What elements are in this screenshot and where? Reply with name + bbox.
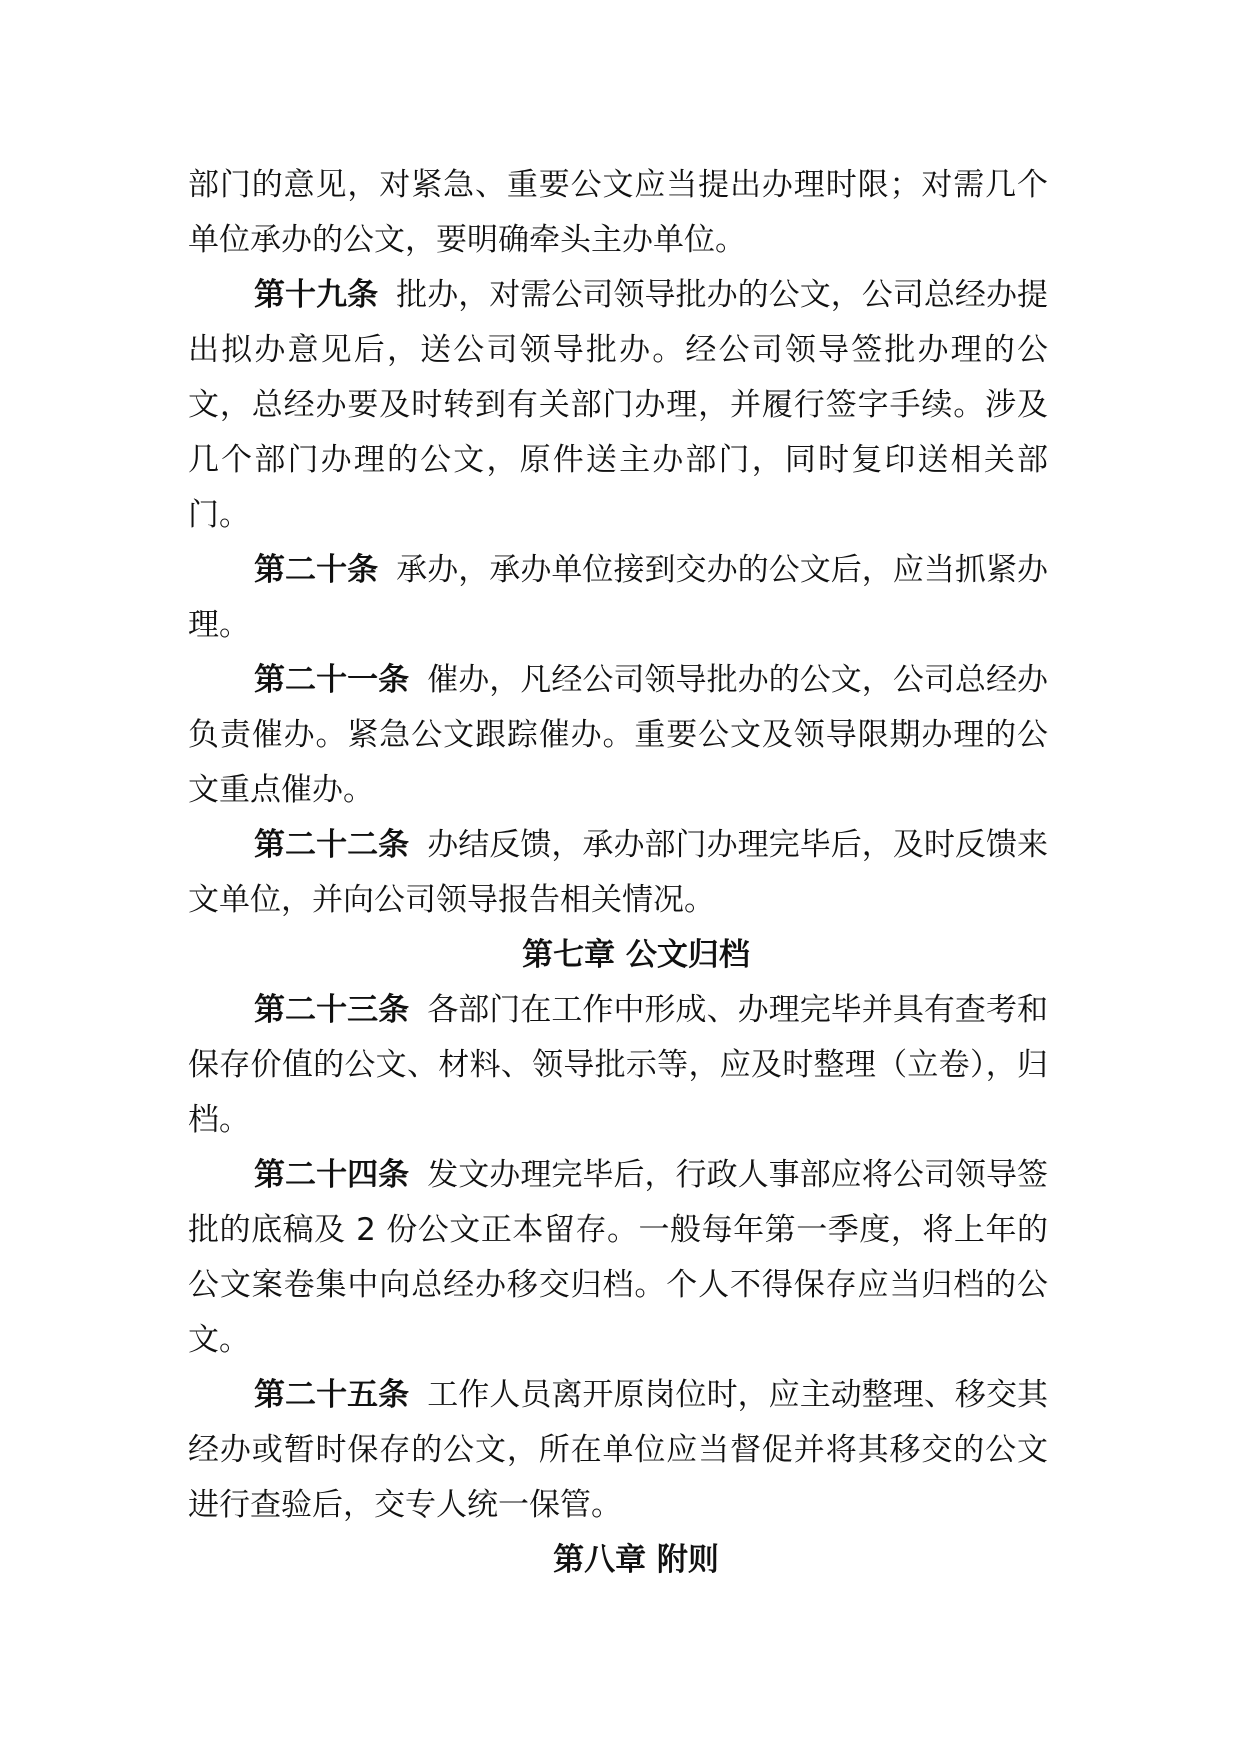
article-25	[188, 1368, 1048, 1533]
article-20-label: 第二十条	[254, 552, 379, 588]
article-20-text: 承办，承办单位接到交办的公文后，应当抓紧办理。	[188, 552, 1049, 643]
paragraph-continued: 部门的意见，对紧急、重要公文应当提出办理时限；对需几个单位承办的公文，要明确牵头主办单位。	[188, 167, 1048, 258]
article-19-label: 第十九条	[254, 277, 379, 313]
article-24	[188, 1148, 1048, 1368]
article-23	[188, 983, 1048, 1148]
article-19-text: 批办，对需公司领导批办的公文，公司总经办提出拟办意见后，送公司领导批办。经公司领导签批办理的公文，总经办要及时转到有关部门办理，并履行签字手续。涉及几个部门办理的公文，原件送主办部门，同时复印送相关部门。	[188, 277, 1049, 533]
article-24-text: 发文办理完毕后，行政人事部应将公司领导签批的底稿及 2 份公文正本留存。一般每年第一季度，将上年的公文案卷集中向总经办移交归档。个人不得保存应当归档的公文。	[188, 1157, 1049, 1358]
article-21-text: 催办，凡经公司领导批办的公文，公司总经办负责催办。紧急公文跟踪催办。重要公文及领导限期办理的公文重点催办。	[188, 662, 1049, 808]
article-21-label: 第二十一条	[254, 662, 410, 698]
article-23-text: 各部门在工作中形成、办理完毕并具有查考和保存价值的公文、材料、领导批示等，应及时整理（立卷），归档。	[188, 992, 1049, 1138]
article-22	[188, 818, 1048, 928]
article-19	[188, 268, 1048, 543]
article-22-label: 第二十二条	[254, 827, 410, 863]
chapter-8-heading: 第八章 附则	[553, 1542, 719, 1578]
chapter-7-heading: 第七章 公文归档	[522, 937, 750, 973]
article-25-text: 工作人员离开原岗位时，应主动整理、移交其经办或暂时保存的公文，所在单位应当督促并将其移交的公文进行查验后，交专人统一保管。	[188, 1377, 1049, 1523]
article-20	[188, 543, 1048, 653]
article-21	[188, 653, 1048, 818]
article-23-label: 第二十三条	[254, 992, 410, 1028]
article-24-label: 第二十四条	[254, 1157, 410, 1193]
document-body	[188, 158, 1048, 1588]
article-25-label: 第二十五条	[254, 1377, 410, 1413]
article-22-text: 办结反馈，承办部门办理完毕后，及时反馈来文单位，并向公司领导报告相关情况。	[188, 827, 1049, 918]
